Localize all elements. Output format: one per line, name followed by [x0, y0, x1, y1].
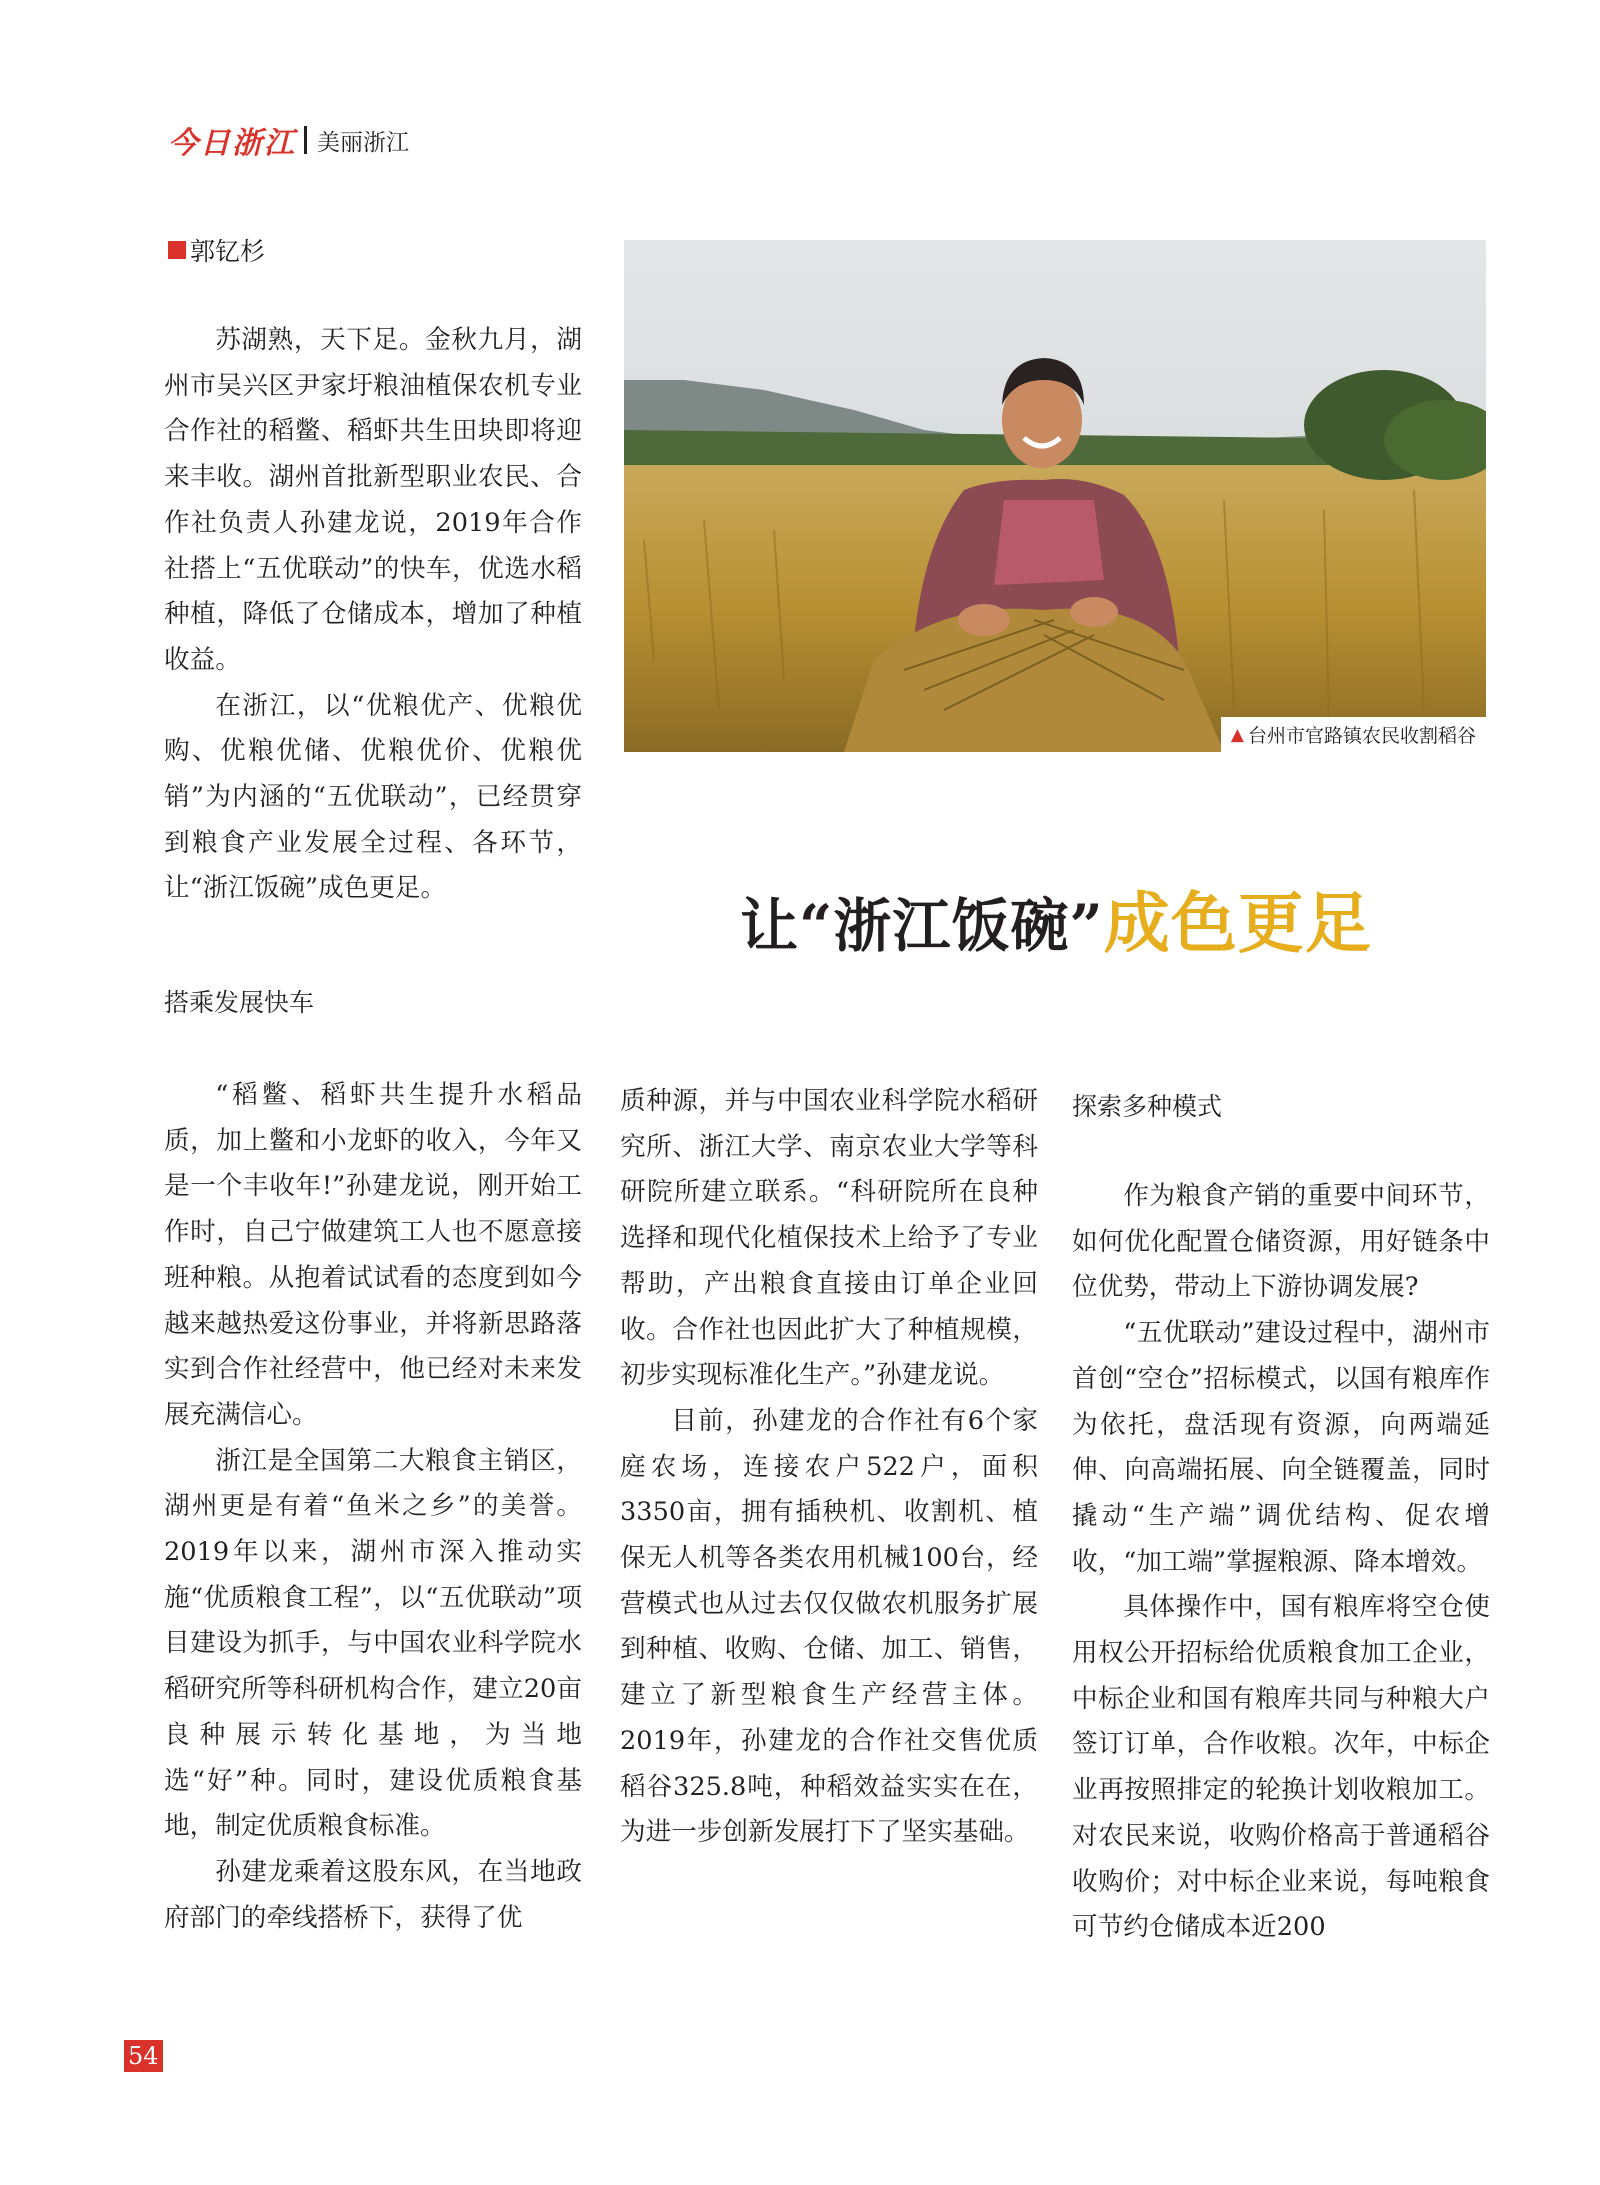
section-name: 美丽浙江 — [317, 129, 409, 156]
body-paragraph: “五优联动”建设过程中，湖州市首创“空仓”招标模式，以国有粮库作为依托，盘活现有资源，向两端延伸、向高端拓展、向全链覆盖，同时撬动“生产端”调优结构、促农增收，“加工端”掌握粮源、降本增效。 — [1072, 1318, 1490, 1577]
title-highlight: 成色更足 — [1103, 885, 1372, 962]
body-column-right — [1072, 1174, 1490, 1951]
body-paragraph: 目前，孙建龙的合作社有6个家庭农场，连接农户522户，面积3350亩，拥有插秧机、收割机、植保无人机等各类农用机械100台，经营模式也从过去仅仅做农机服务扩展到种植、收购、仓储、加工、销售，建立了新型粮食生产经营主体。2019年，孙建龙的合作社交售优质稻谷325.8吨，种稻效益实实在在，为进一步创新发展打下了坚实基础。 — [620, 1405, 1038, 1848]
magazine-logo: 今日浙江 — [168, 126, 296, 161]
body-paragraph: 质种源，并与中国农业科学院水稻研究所、浙江大学、南京农业大学等科研院所建立联系。“科研院所在良种选择和现代化植保技术上给予了专业帮助，产出粮食直接由订单企业回收。合作社也因此扩大了种植规模，初步实现标准化生产。”孙建龙说。 — [620, 1086, 1038, 1391]
intro-paragraph: 苏湖熟，天下足。金秋九月，湖州市吴兴区尹家圩粮油植保农机专业合作社的稻鳖、稻虾共生田块即将迎来丰收。湖州首批新型职业农民、合作社负责人孙建龙说，2019年合作社搭上“五优联动”的快车，优选水稻种植，降低了仓储成本，增加了种植收益。 — [164, 325, 582, 675]
body-paragraph: 具体操作中，国有粮库将空仓使用权公开招标给优质粮食加工企业，中标企业和国有粮库共同与种粮大户签订订单，合作收粮。次年，中标企业再按照排定的轮换计划收粮加工。对农民来说，收购价格高于普通稻谷收购价；对中标企业来说，每吨粮食可节约仓储成本近200 — [1072, 1592, 1490, 1943]
intro-column — [164, 318, 582, 912]
page-number: 54 — [124, 2040, 163, 2072]
harvest-photo-illustration — [624, 240, 1486, 752]
body-paragraph: “稻鳖、稻虾共生提升水稻品质，加上鳖和小龙虾的收入，今年又是一个丰收年!”孙建龙说，刚开始工作时，自己宁做建筑工人也不愿意接班种粮。从抱着试试看的态度到如今越来越热爱这份事业，并将新思路落实到合作社经营中，他已经对未来发展充满信心。 — [164, 1080, 582, 1430]
intro-paragraph: 在浙江，以“优粮优产、优粮优购、优粮优储、优粮优价、优粮优销”为内涵的“五优联动”，已经贯穿到粮食产业发展全过程、各环节，让“浙江饭碗”成色更足。 — [164, 690, 582, 904]
photo-caption — [1221, 717, 1486, 752]
title-part1: 让“浙江饭碗” — [740, 892, 1104, 960]
section-heading: 搭乘发展快车 — [164, 988, 315, 1017]
body-column-middle — [620, 1079, 1038, 1856]
byline — [168, 232, 265, 268]
body-column-left — [164, 1073, 582, 1941]
red-square-marker — [168, 241, 186, 259]
caption-triangle-icon: ▲ — [1230, 724, 1244, 745]
body-paragraph: 作为粮食产销的重要中间环节，如何优化配置仓储资源，用好链条中位优势，带动上下游协调发展? — [1072, 1181, 1490, 1303]
body-paragraph: 孙建龙乘着这股东风，在当地政府部门的牵线搭桥下，获得了优 — [164, 1856, 582, 1933]
body-paragraph: 浙江是全国第二大粮食主销区，湖州更是有着“鱼米之乡”的美誉。2019年以来，湖州市深入推动实施“优质粮食工程”，以“五优联动”项目建设为抓手，与中国农业科学院水稻研究所等科研机构合作，建立20亩良种展示转化基地，为当地选“好”种。同时，建设优质粮食基地，制定优质粮食标准。 — [164, 1445, 582, 1842]
article-photo — [624, 240, 1486, 752]
article-title — [740, 870, 1372, 965]
masthead — [168, 120, 409, 160]
author-name: 郭钇杉 — [190, 237, 266, 266]
header-divider — [304, 126, 307, 154]
photo-caption-text: 台州市官路镇农民收割稻谷 — [1247, 725, 1476, 747]
section-heading: 探索多种模式 — [1072, 1092, 1223, 1121]
